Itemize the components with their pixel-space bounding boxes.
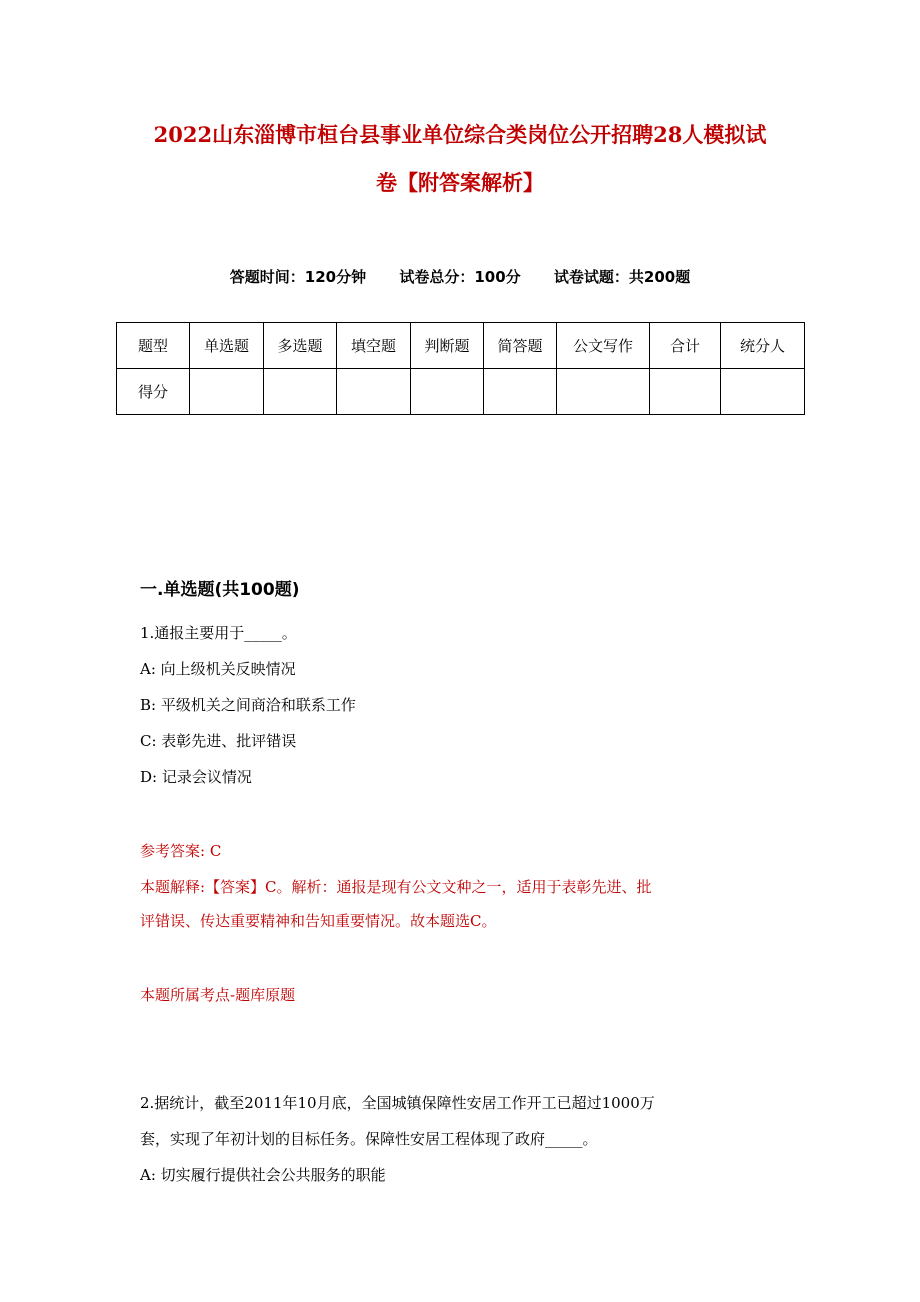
score-cell xyxy=(264,369,337,415)
exam-meta xyxy=(0,266,920,288)
score-table-row-label: 得分 xyxy=(117,369,190,415)
score-table-header-cell: 填空题 xyxy=(337,323,411,369)
exam-title-line-2: 卷【附答案解析】 xyxy=(376,170,544,195)
score-table-header-cell: 合计 xyxy=(650,323,721,369)
exam-time: 答题时间：120分钟 xyxy=(229,268,367,286)
score-cell xyxy=(411,369,484,415)
score-table-header-cell: 题型 xyxy=(117,323,190,369)
score-table-header-cell: 简答题 xyxy=(484,323,557,369)
score-table xyxy=(116,322,805,415)
score-table-header-cell: 公文写作 xyxy=(557,323,650,369)
question-1-option-c: C: 表彰先进、批评错误 xyxy=(140,732,297,750)
score-table-header-cell: 单选题 xyxy=(190,323,264,369)
score-table-score-row xyxy=(117,369,805,415)
score-cell xyxy=(650,369,721,415)
score-cell xyxy=(721,369,805,415)
score-table-header-cell: 多选题 xyxy=(264,323,337,369)
question-2-stem-line-2: 套，实现了年初计划的目标任务。保障性安居工程体现了政府_____。 xyxy=(140,1130,598,1148)
section-heading: 一.单选题(共100题) xyxy=(140,580,300,600)
score-cell xyxy=(337,369,411,415)
exam-total-score: 试卷总分：100分 xyxy=(399,268,521,286)
exam-total-questions: 试卷试题：共200题 xyxy=(553,268,691,286)
score-table-header-cell: 判断题 xyxy=(411,323,484,369)
score-cell xyxy=(557,369,650,415)
score-cell xyxy=(484,369,557,415)
question-1-answer: 参考答案: C xyxy=(140,842,222,860)
question-2-stem-line-1: 2.据统计，截至2011年10月底，全国城镇保障性安居工作开工已超过1000万 xyxy=(140,1094,655,1112)
question-1-explanation-line-2: 评错误、传达重要精神和告知重要情况。故本题选C。 xyxy=(140,912,497,930)
question-1-option-b: B: 平级机关之间商洽和联系工作 xyxy=(140,696,356,714)
question-1-explanation-line-1: 本题解释:【答案】C。解析：通报是现有公文文种之一，适用于表彰先进、批 xyxy=(140,878,652,896)
question-1-source: 本题所属考点-题库原题 xyxy=(140,986,296,1004)
score-table-header-row xyxy=(117,323,805,369)
score-table-header-cell: 统分人 xyxy=(721,323,805,369)
score-cell xyxy=(190,369,264,415)
question-1-option-a: A: 向上级机关反映情况 xyxy=(140,660,296,678)
question-2-option-a: A: 切实履行提供社会公共服务的职能 xyxy=(140,1166,386,1184)
exam-title-line-1: 2022山东淄博市桓台县事业单位综合类岗位公开招聘28人模拟试 xyxy=(153,122,767,147)
question-1-stem: 1.通报主要用于_____。 xyxy=(140,624,297,642)
question-1-option-d: D: 记录会议情况 xyxy=(140,768,252,786)
